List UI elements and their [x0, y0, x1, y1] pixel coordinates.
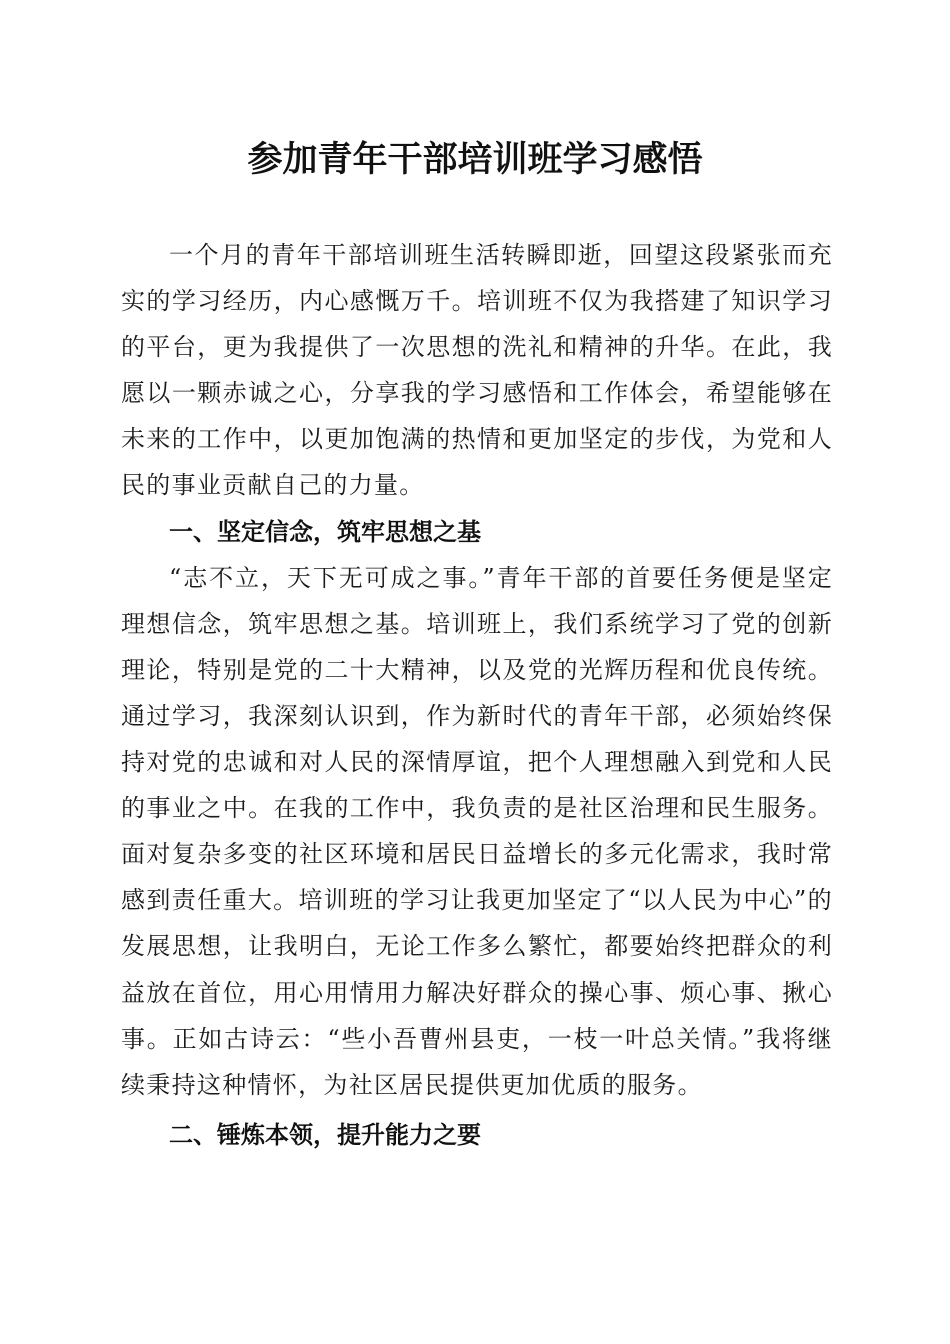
document-body [121, 232, 833, 1158]
document-title: 参加青年干部培训班学习感悟 [247, 139, 703, 180]
section-heading-1: 一、坚定信念，筑牢思想之基 [169, 517, 481, 546]
intro-paragraph: 一个月的青年干部培训班生活转瞬即逝，回望这段紧张而充实的学习经历，内心感慨万千。培训班不仅为我搭建了知识学习的平台，更为我提供了一次思想的洗礼和精神的升华。在此，我愿以一颗赤诚之心，分享我的学习感悟和工作体会，希望能够在未来的工作中，以更加饱满的热情和更加坚定的步伐，为党和人民的事业贡献自己的力量。 [121, 241, 833, 500]
section-paragraph-1: “志不立，天下无可成之事。”青年干部的首要任务便是坚定理想信念，筑牢思想之基。培训班上，我们系统学习了党的创新理论，特别是党的二十大精神，以及党的光辉历程和优良传统。通过学习，我深刻认识到，作为新时代的青年干部，必须始终保持对党的忠诚和对人民的深情厚谊，把个人理想融入到党和人民的事业之中。在我的工作中，我负责的是社区治理和民生服务。面对复杂多变的社区环境和居民日益增长的多元化需求，我时常感到责任重大。培训班的学习让我更加坚定了“以人民为中心”的发展思想，让我明白，无论工作多么繁忙，都要始终把群众的利益放在首位，用心用情用力解决好群众的操心事、烦心事、揪心事。正如古诗云：“些小吾曹州县吏，一枝一叶总关情。”我将继续秉持这种情怀，为社区居民提供更加优质的服务。 [121, 563, 833, 1099]
section-heading-2: 二、锤炼本领，提升能力之要 [169, 1120, 481, 1149]
